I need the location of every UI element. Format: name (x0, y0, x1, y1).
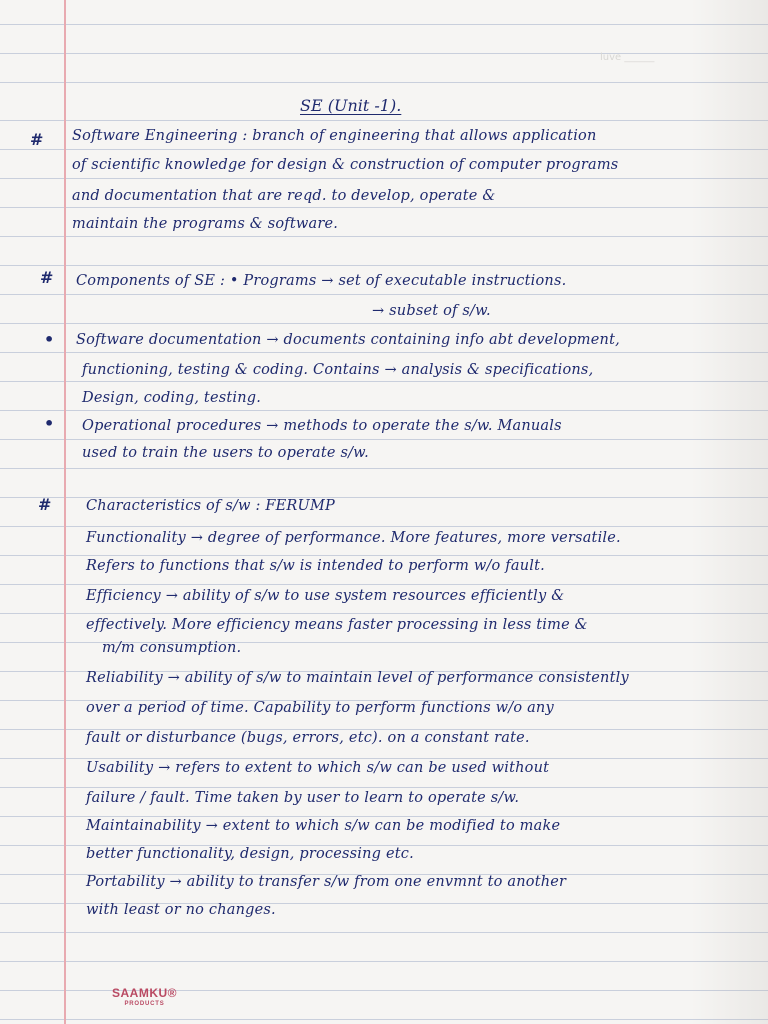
text-line: m/m consumption. (102, 640, 242, 656)
text-line: Reliability → ability of s/w to maintain level of performance consistently (86, 670, 629, 686)
text-line: of scientific knowledge for design & construction of computer programs (72, 157, 619, 173)
text-line: Software Engineering : branch of engineering that allows application (72, 128, 597, 144)
text-line: over a period of time. Capability to perform functions w/o any (86, 700, 554, 716)
text-line: → subset of s/w. (372, 303, 491, 319)
text-line: Characteristics of s/w : FERUMP (86, 498, 335, 514)
text-line: better functionality, design, processing etc. (86, 846, 414, 862)
text-line: Efficiency → ability of s/w to use system resources efficiently & (86, 588, 565, 604)
text-line: Design, coding, testing. (82, 390, 262, 406)
text-line: Components of SE : • Programs → set of executable instructions. (76, 273, 567, 289)
text-line: functioning, testing & coding. Contains → analysis & specifications, (82, 362, 594, 378)
text-line: Portability → ability to transfer s/w from one envmnt to another (86, 874, 567, 890)
text-line: with least or no changes. (86, 902, 276, 918)
brand-logo (112, 988, 177, 1010)
text-line: effectively. More efficiency means faster processing in less time & (86, 617, 588, 633)
margin-line (64, 0, 66, 1024)
text-line: fault or disturbance (bugs, errors, etc). on a constant rate. (86, 730, 530, 746)
text-line: and documentation that are reqd. to develop, operate & (72, 188, 496, 204)
brand-sub: PRODUCTS (124, 1001, 165, 1007)
hash-marker: # (38, 495, 52, 514)
brand-name: SAAMKU® (112, 986, 178, 1000)
page-title: SE (Unit -1). (300, 96, 402, 115)
text-line: Refers to functions that s/w is intended to perform w/o fault. (86, 558, 545, 574)
text-line: Maintainability → extent to which s/w can be modified to make (86, 818, 561, 834)
text-line: Functionality → degree of performance. More features, more versatile. (86, 530, 621, 546)
hash-marker: # (40, 268, 54, 287)
bullet-marker: • (44, 330, 55, 349)
text-line: used to train the users to operate s/w. (82, 445, 369, 461)
text-line: Operational procedures → methods to operate the s/w. Manuals (82, 418, 562, 434)
faint-header-mark: luve ______ (600, 52, 655, 63)
text-line: maintain the programs & software. (72, 216, 339, 232)
text-line: failure / fault. Time taken by user to learn to operate s/w. (86, 790, 520, 806)
text-line: Usability → refers to extent to which s/w can be used without (86, 760, 550, 776)
bullet-marker: • (44, 414, 55, 433)
hash-marker: # (30, 130, 44, 149)
text-line: Software documentation → documents containing info abt development, (76, 332, 620, 348)
